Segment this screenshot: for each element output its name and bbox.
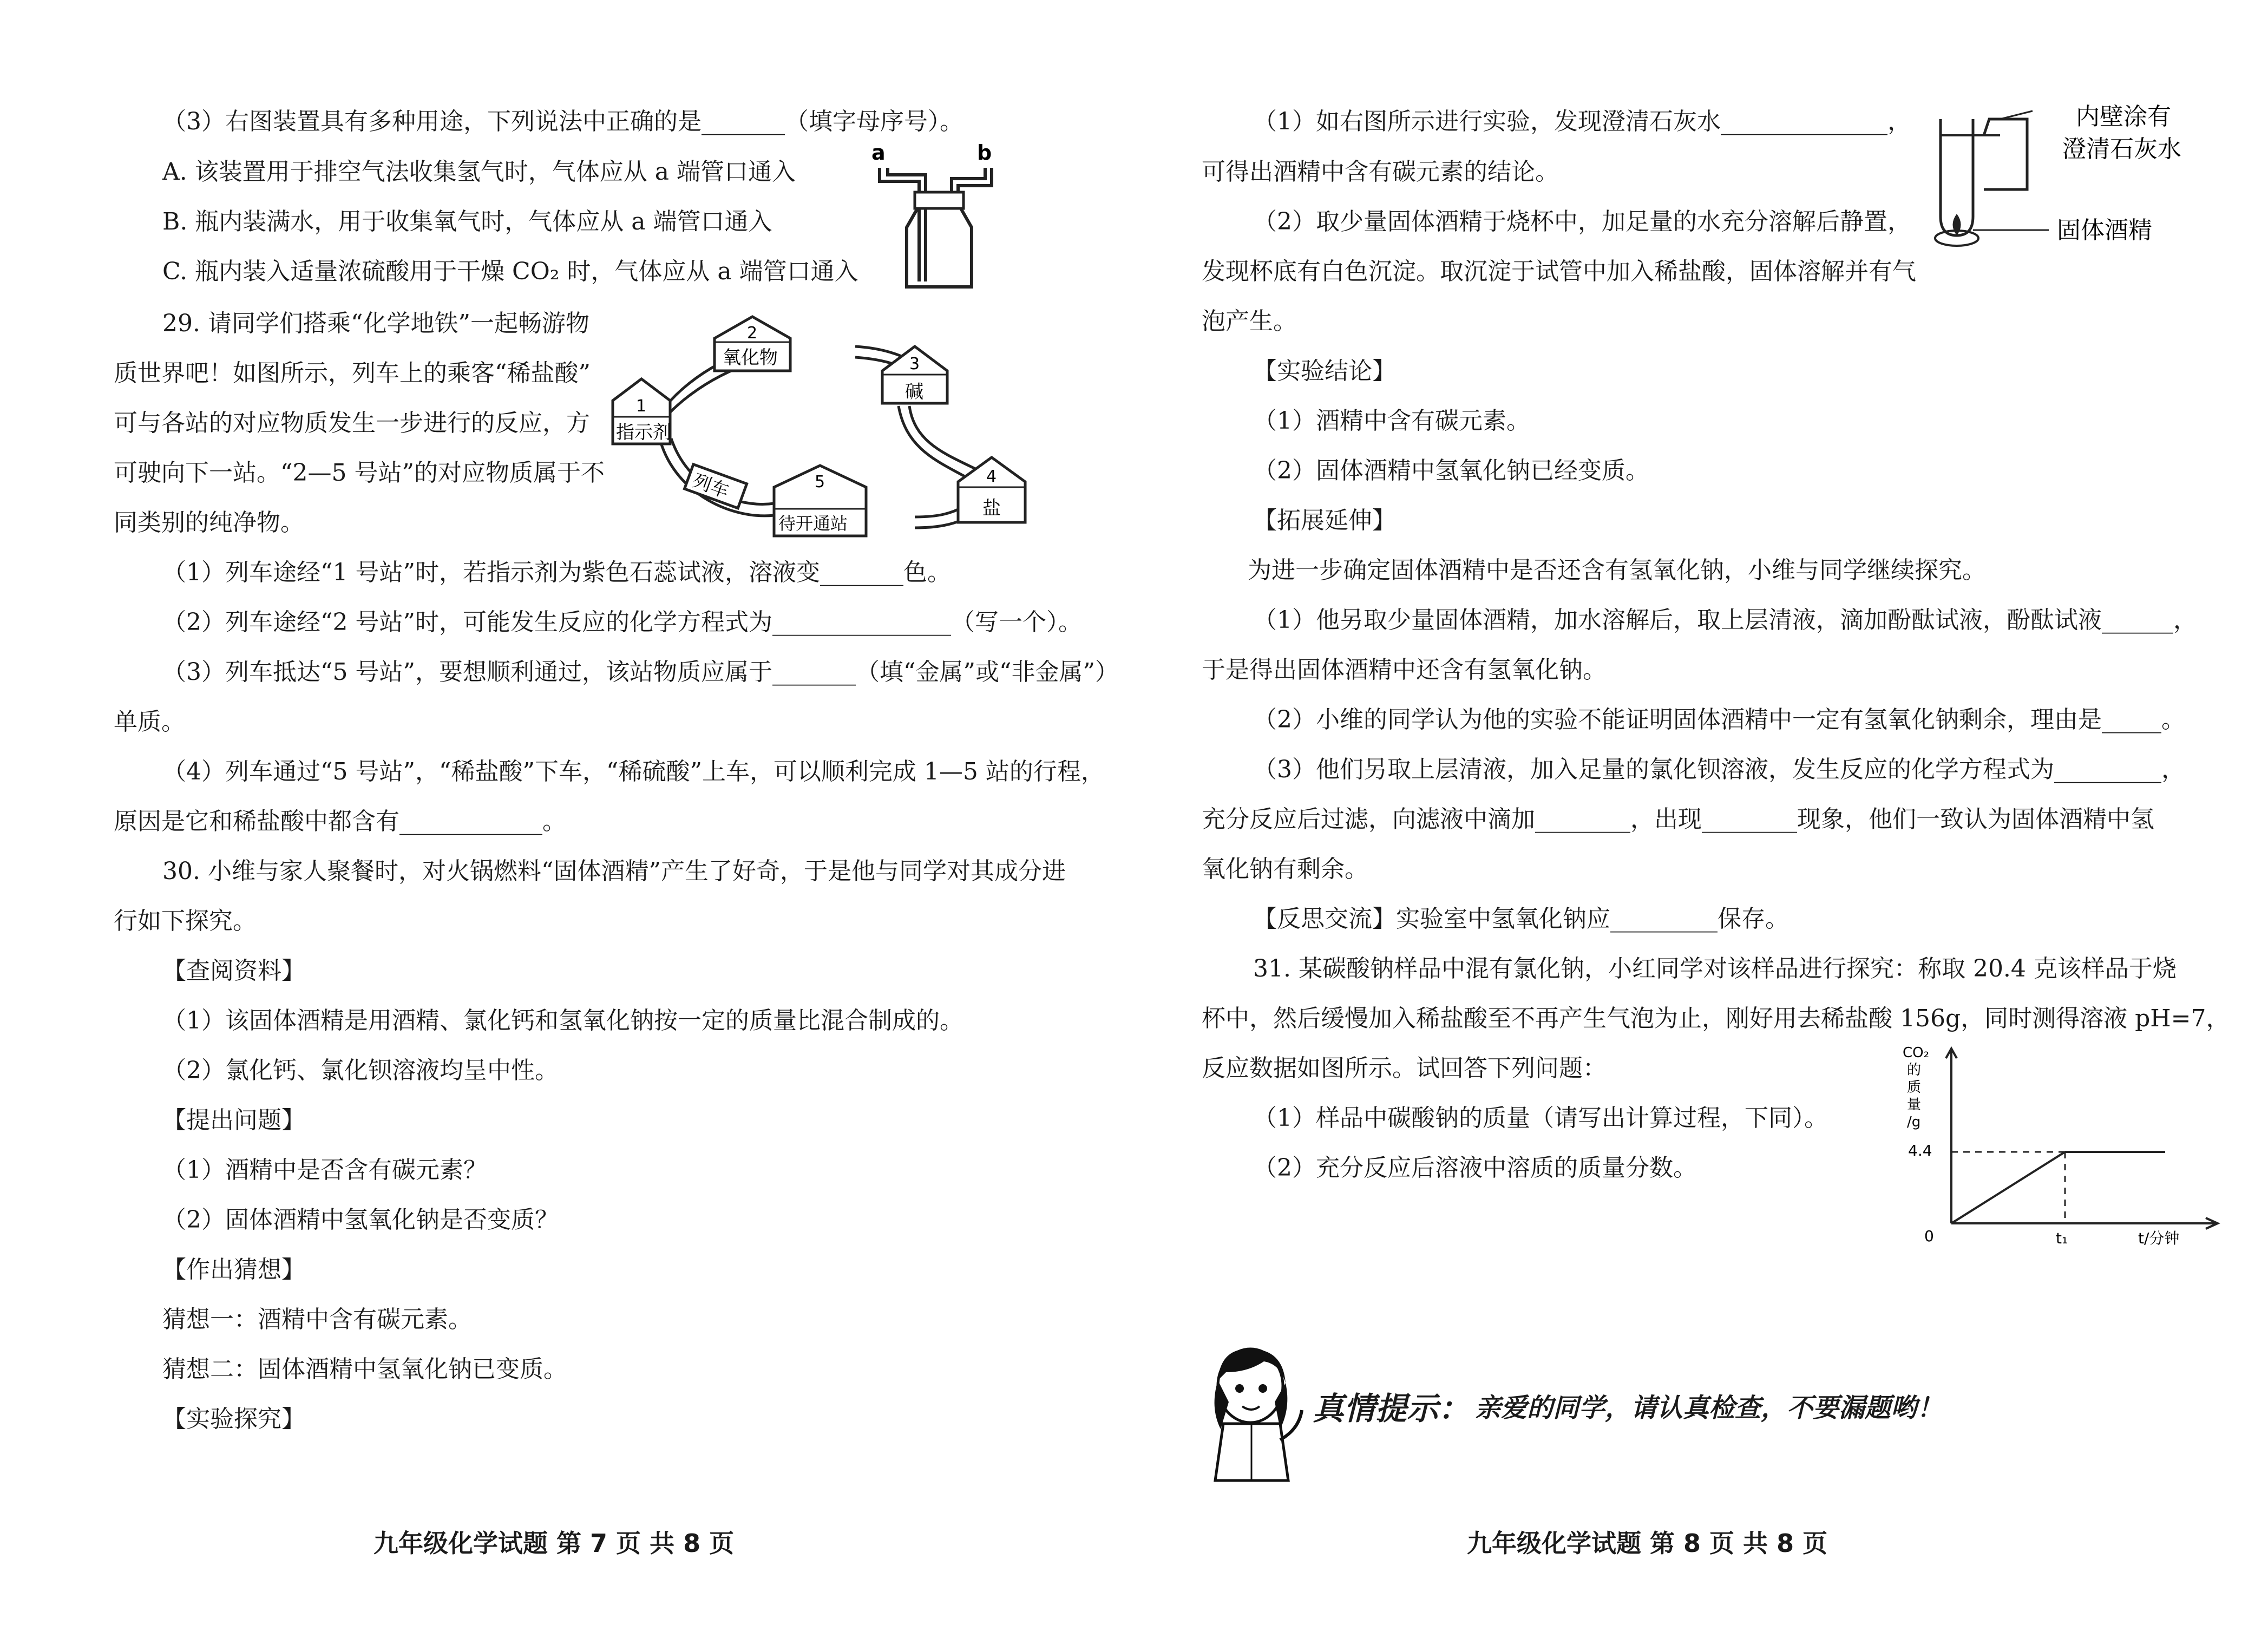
station-number: 2: [747, 324, 758, 343]
text-line: 泡产生。: [1202, 307, 1297, 335]
section-heading: 【查阅资料】: [162, 957, 305, 985]
text-line: 可得出酒精中含有碳元素的结论。: [1202, 158, 1559, 186]
text-line: 可驶向下一站。“2—5 号站”的对应物质属于不: [114, 459, 605, 487]
graph-xlabel: t/分钟: [2138, 1229, 2180, 1247]
alcohol-burning-apparatus: [1924, 103, 2227, 260]
apparatus-label-top2: 澄清石灰水: [2062, 135, 2181, 163]
text-line: （2）小维的同学认为他的实验不能证明固体酒精中一定有氢氧化钠剩余，理由是_____。: [1253, 706, 2185, 733]
apparatus-label-bottom: 固体酒精: [2057, 217, 2152, 244]
text-line: （1）他另取少量固体酒精，加水溶解后，取上层清液，滴加酚酞试液，酚酞试液______，: [1253, 606, 2197, 634]
text-line: （1）酒精中是否含有碳元素？: [162, 1156, 487, 1184]
station-2: [715, 317, 790, 371]
text-line: 原因是它和稀盐酸中都含有____________。: [114, 808, 566, 835]
text-line: B. 瓶内装满水，用于收集氧气时，气体应从 a 端管口通入: [162, 208, 772, 235]
text-line: 氧化钠有剩余。: [1202, 855, 1368, 883]
text-line: 31. 某碳酸钠样品中混有氯化钠，小红同学对该样品进行探究：称取 20.4 克该样品于烧: [1253, 955, 2177, 982]
text-line: 猜想二：固体酒精中氢氧化钠已变质。: [162, 1355, 567, 1383]
text-line: （1）酒精中含有碳元素。: [1253, 407, 1530, 435]
text-line: 于是得出固体酒精中还含有氢氧化钠。: [1202, 656, 1607, 684]
bottle-label-b: b: [977, 141, 992, 165]
section-heading: 【实验结论】: [1253, 357, 1396, 385]
station-number: 1: [636, 397, 647, 416]
text-line: （1）样品中碳酸钠的质量（请写出计算过程，下同）。: [1253, 1104, 1828, 1132]
text-line: A. 该装置用于排空气法收集氢气时，气体应从 a 端管口通入: [162, 158, 796, 186]
text-line: 猜想一：酒精中含有碳元素。: [162, 1306, 472, 1333]
text-line: 29. 请同学们搭乘“化学地铁”一起畅游物: [162, 310, 589, 337]
girl-cartoon-icon: [1199, 1342, 1307, 1483]
section-heading: 【作出猜想】: [162, 1256, 305, 1283]
station-name: 碱: [905, 381, 923, 403]
text-line: （3）列车抵达“5 号站”，要想顺利通过，该站物质应属于_______（填“金属”或“非金属”）: [162, 658, 1119, 686]
apparatus-label-top: 内壁涂有: [2076, 103, 2171, 130]
station-name: 指示剂: [616, 422, 671, 443]
station-1: [613, 379, 671, 444]
text-line: （2）取少量固体酒精于烧杯中，加足量的水充分溶解后静置，: [1253, 208, 1911, 235]
text-line: （2）氯化钙、氯化钡溶液均呈中性。: [162, 1057, 559, 1084]
station-5: [774, 466, 866, 536]
text-line: （2）固体酒精中氢氧化钠已经变质。: [1253, 457, 1649, 484]
text-line: 反应数据如图所示。试回答下列问题：: [1202, 1054, 1607, 1082]
text-line: 可与各站的对应物质发生一步进行的反应，方: [114, 409, 590, 437]
section-heading: 【实验探究】: [162, 1405, 305, 1433]
text-line: （1）该固体酒精是用酒精、氯化钙和氢氧化钠按一定的质量比混合制成的。: [162, 1007, 963, 1034]
train: [685, 464, 747, 508]
station-name: 待开通站: [778, 513, 848, 534]
station-3: [882, 346, 947, 403]
station-name: 盐: [982, 497, 1001, 519]
text-line: 杯中，然后缓慢加入稀盐酸至不再产生气泡为止，刚好用去稀盐酸 156g，同时测得溶液 pH=7，: [1202, 1005, 2230, 1032]
graph-ylabel: 的: [1907, 1062, 1922, 1078]
text-line: （2）固体酒精中氢氧化钠是否变质？: [162, 1206, 559, 1234]
text-line: 为进一步确定固体酒精中是否还含有氢氧化钠，小维与同学继续探究。: [1248, 556, 1986, 584]
text-line: C. 瓶内装入适量浓硫酸用于干燥 CO₂ 时，气体应从 a 端管口通入: [162, 258, 858, 285]
co2-graph: [1903, 1042, 2227, 1259]
text-line: 单质。: [114, 708, 185, 736]
text-line: （2）列车途经“2 号站”时，可能发生反应的化学方程式为_______________（写一个）。: [162, 608, 1082, 636]
right-page: [1134, 0, 2268, 1651]
graph-ylabel: /g: [1907, 1114, 1921, 1130]
tip-title: 真情提示：: [1313, 1390, 1470, 1427]
gas-bottle-diagram: [855, 138, 1028, 290]
text-line: （1）如右图所示进行实验，发现澄清石灰水______________，: [1253, 108, 1911, 135]
text-line: （3）右图装置具有多种用途，下列说法中正确的是_______（填字母序号）。: [162, 108, 963, 135]
section-heading: 【拓展延伸】: [1253, 507, 1396, 534]
station-number: 4: [986, 467, 997, 486]
text-line: （2）充分反应后溶液中溶质的质量分数。: [1253, 1154, 1697, 1182]
text-line: （3）他们另取上层清液，加入足量的氯化钡溶液，发生反应的化学方程式为_________，: [1253, 756, 2185, 783]
text-line: 发现杯底有白色沉淀。取沉淀于试管中加入稀盐酸，固体溶解并有气: [1202, 258, 1916, 285]
text-line: （1）列车途经“1 号站”时，若指示剂为紫色石蕊试液，溶液变_______色。: [162, 559, 951, 586]
graph-ylabel: 量: [1907, 1097, 1922, 1113]
tip-text: 亲爱的同学，请认真检查，不要漏题哟！: [1475, 1393, 1943, 1423]
page-footer: 九年级化学试题 第 7 页 共 8 页: [373, 1529, 735, 1558]
metro-diagram: [601, 309, 1066, 541]
graph-ylabel: CO₂: [1903, 1045, 1930, 1061]
station-number: 3: [909, 355, 920, 374]
section-heading: 【提出问题】: [162, 1106, 305, 1134]
graph-ytick: 4.4: [1908, 1142, 1932, 1159]
bottle-label-a: a: [871, 141, 886, 165]
text-line: 【反思交流】实验室中氢氧化钠应_________保存。: [1253, 905, 1789, 933]
train-label: 列车: [690, 469, 732, 503]
page-footer: 九年级化学试题 第 8 页 共 8 页: [1467, 1529, 1828, 1558]
station-name: 氧化物: [723, 347, 778, 369]
text-line: 30. 小维与家人聚餐时，对火锅燃料“固体酒精”产生了好奇，于是他与同学对其成分进: [162, 857, 1066, 885]
text-line: 行如下探究。: [114, 907, 257, 935]
graph-ylabel: 质: [1907, 1079, 1922, 1096]
graph-xtick: t₁: [2056, 1229, 2068, 1247]
station-number: 5: [815, 473, 825, 492]
text-line: （4）列车通过“5 号站”，“稀盐酸”下车，“稀硫酸”上车，可以顺利完成 1—5 站的行程，: [162, 758, 1105, 785]
text-line: 质世界吧！如图所示，列车上的乘客“稀盐酸”: [114, 359, 591, 387]
text-line: 充分反应后过滤，向滤液中滴加________，出现________现象，他们一致认为固体酒精中氢: [1202, 805, 2154, 833]
text-line: 同类别的纯净物。: [114, 509, 304, 536]
station-4: [958, 457, 1025, 522]
graph-origin: 0: [1924, 1227, 1934, 1245]
